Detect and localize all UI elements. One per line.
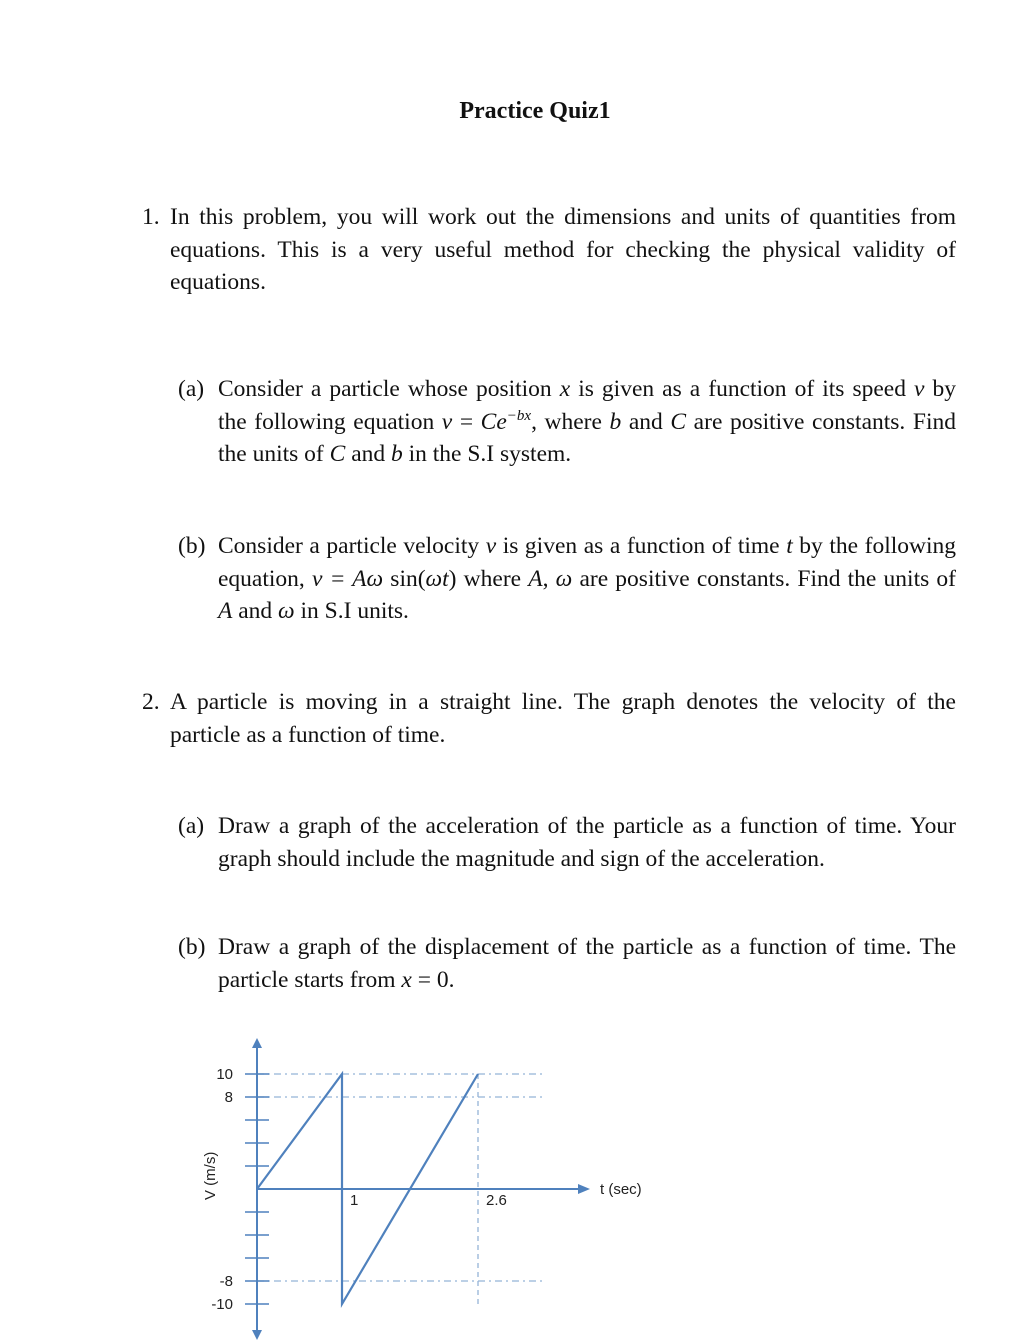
q1b-var-v: v <box>485 533 497 559</box>
q1b-text-7: and <box>232 598 279 624</box>
y-axis-arrow-up <box>252 1038 262 1048</box>
question-2-number: 2. <box>142 689 160 715</box>
question-1a <box>178 373 956 471</box>
q2a-text: Draw a graph of the acceleration of the particle as a function of time. Your graph should include the magnitude and sign of the acceleration. <box>218 813 956 872</box>
q1b-text-4: where <box>456 565 529 592</box>
q1a-text-2: is given as a function of its speed <box>570 376 915 402</box>
velocity-time-graph <box>190 1030 670 1340</box>
x-axis-arrow <box>578 1184 590 1194</box>
q1a-text-7: and <box>345 441 391 467</box>
q1b-eq-arg: ωt <box>425 565 449 592</box>
x-tick-label-0: 1 <box>350 1192 359 1209</box>
q1b-text-1: Consider a particle velocity <box>218 533 486 559</box>
question-2a-label: (a) <box>178 813 205 839</box>
question-2b-label: (b) <box>178 934 206 960</box>
y-tick-label-0: 10 <box>216 1066 233 1083</box>
q1b-var-omega2: ω <box>278 598 295 624</box>
y-tick-label-3: -10 <box>211 1296 233 1313</box>
q1a-var-v: v <box>914 376 925 402</box>
q1b-var-omega: ω <box>555 565 573 592</box>
q1a-text-1: Consider a particle whose position <box>218 376 560 402</box>
q1a-text-5: and <box>621 408 671 435</box>
q1b-text-2: is given as a function of time <box>496 533 787 559</box>
question-1b-label: (b) <box>178 533 206 559</box>
q1b-text-3: by the following equation, <box>218 533 956 592</box>
q1b-eq-close: ) <box>448 565 457 592</box>
q1a-var-b: b <box>609 408 622 435</box>
q1a-var-c: C <box>670 408 687 435</box>
q1a-text-6: are positive constants. Find the units of <box>218 408 956 467</box>
q1a-text-8: in the S.I system. <box>402 441 572 467</box>
q1b-text-5: , <box>542 565 556 592</box>
page-title: Practice Quiz1 <box>459 98 611 124</box>
q1a-eq-ce: Ce <box>480 408 507 435</box>
q2b-var-x: x <box>401 966 412 993</box>
q1b-var-a2: A <box>218 598 233 624</box>
q1a-eq-exponent: −bx <box>506 407 532 424</box>
q1b-var-a: A <box>528 565 543 592</box>
q1b-eq-sin: sin( <box>383 565 426 592</box>
x-axis-label: t (sec) <box>600 1181 642 1198</box>
y-tick-label-1: 8 <box>224 1089 233 1106</box>
y-axis-arrow-down <box>252 1330 262 1340</box>
q1b-text-8: in S.I units. <box>294 598 409 624</box>
q1a-text-3: by the following equation <box>218 376 956 435</box>
q1b-text-6: are positive constants. Find the units of <box>572 565 956 592</box>
q1a-eq-v: v <box>441 408 453 435</box>
velocity-time-svg <box>190 1030 670 1340</box>
q1a-var-x: x <box>559 376 571 402</box>
question-1b <box>178 530 956 628</box>
y-axis-label: V (m/s) <box>202 1151 219 1200</box>
q1a-eq-equals: = <box>452 408 481 435</box>
q1a-var-c2: C <box>329 441 346 467</box>
question-2-text: A particle is moving in a straight line. The graph denotes the velocity of the particle as a function of time. <box>170 689 956 748</box>
question-1a-label: (a) <box>178 376 205 402</box>
q1a-text-4: , where <box>531 408 610 435</box>
question-2a <box>178 810 956 875</box>
question-2 <box>142 686 956 751</box>
x-tick-label-1: 2.6 <box>486 1192 507 1209</box>
q1b-eq-lhs: v = Aω <box>311 565 384 592</box>
q2b-text-1: Draw a graph of the displacement of the particle as a function of time. The particle starts from <box>218 934 956 993</box>
q1b-var-t: t <box>786 533 793 559</box>
question-1 <box>142 201 956 299</box>
q2b-text-2: = 0. <box>411 966 455 993</box>
y-tick-label-2: -8 <box>219 1273 233 1290</box>
question-1-text: In this problem, you will work out the dimensions and units of quantities from equations. This is a very useful method for checking the physical validity of equations. <box>170 204 956 295</box>
q1a-var-b2: b <box>391 441 403 467</box>
question-2b <box>178 931 956 996</box>
question-1-number: 1. <box>142 204 160 230</box>
